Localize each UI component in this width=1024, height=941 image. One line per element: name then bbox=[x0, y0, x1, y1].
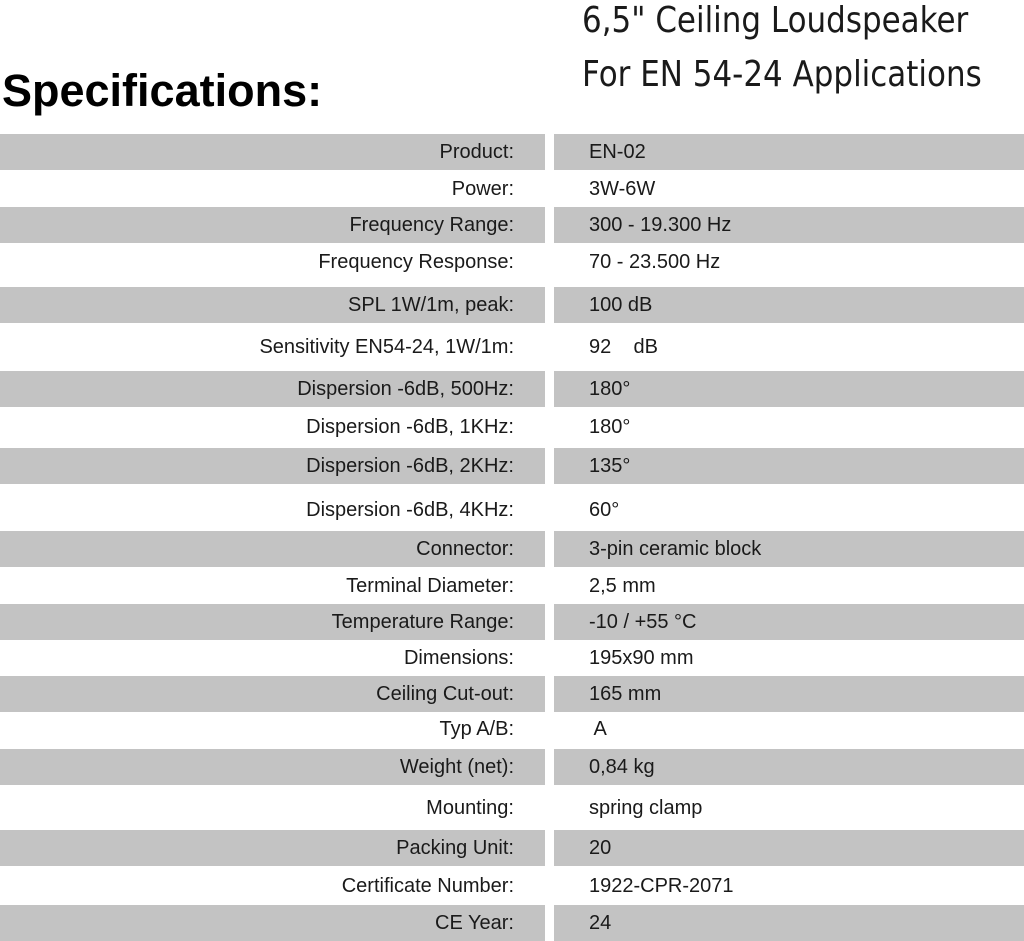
spec-value: 70 - 23.500 Hz bbox=[589, 250, 721, 273]
spec-value: EN-02 bbox=[589, 140, 646, 163]
spec-row bbox=[0, 328, 1024, 366]
spec-row bbox=[0, 569, 1024, 603]
spec-row bbox=[0, 830, 1024, 866]
spec-value: 1922-CPR-2071 bbox=[589, 874, 734, 897]
spec-value: 3W-6W bbox=[589, 177, 656, 200]
spec-row bbox=[0, 905, 1024, 941]
spec-value: 2,5 mm bbox=[589, 574, 656, 597]
product-title-line-1: 6,5" Ceiling Loudspeaker bbox=[582, 0, 969, 41]
spec-row bbox=[0, 448, 1024, 484]
spec-value: 135° bbox=[589, 454, 631, 477]
spec-row bbox=[0, 868, 1024, 904]
spec-row bbox=[0, 789, 1024, 827]
spec-label: Packing Unit: bbox=[396, 836, 514, 859]
spec-row bbox=[0, 491, 1024, 529]
spec-label: Dispersion -6dB, 4KHz: bbox=[306, 498, 514, 521]
spec-row bbox=[0, 409, 1024, 445]
spec-label: Dispersion -6dB, 1KHz: bbox=[306, 415, 514, 438]
spec-row bbox=[0, 244, 1024, 280]
spec-row bbox=[0, 711, 1024, 747]
spec-label: Typ A/B: bbox=[439, 717, 514, 740]
specifications-heading: Specifications: bbox=[2, 65, 323, 116]
spec-value: 180° bbox=[589, 377, 631, 400]
spec-value: 3-pin ceramic block bbox=[589, 537, 762, 560]
product-title-line-2: For EN 54-24 Applications bbox=[582, 54, 982, 95]
spec-row bbox=[0, 287, 1024, 323]
spec-value: 100 dB bbox=[589, 293, 653, 316]
spec-label: Frequency Response: bbox=[318, 250, 514, 273]
spec-row bbox=[0, 172, 1024, 206]
spec-label: Mounting: bbox=[426, 796, 514, 819]
spec-row bbox=[0, 207, 1024, 243]
spec-label: CE Year: bbox=[435, 911, 514, 934]
spec-value: 180° bbox=[589, 415, 631, 438]
spec-label: Dimensions: bbox=[403, 646, 514, 669]
spec-row bbox=[0, 749, 1024, 785]
spec-label: Temperature Range: bbox=[331, 610, 514, 633]
spec-value: 20 bbox=[589, 836, 612, 859]
spec-label: Ceiling Cut-out: bbox=[376, 682, 514, 705]
spec-value: A bbox=[589, 717, 607, 740]
spec-value: 0,84 kg bbox=[589, 755, 655, 778]
spec-row bbox=[0, 134, 1024, 170]
spec-value: 60° bbox=[589, 498, 620, 521]
spec-label: Product: bbox=[439, 140, 514, 163]
spec-label: Sensitivity EN54-24, 1W/1m: bbox=[259, 335, 514, 358]
spec-label: Dispersion -6dB, 500Hz: bbox=[297, 377, 514, 400]
spec-row bbox=[0, 604, 1024, 640]
spec-label: Frequency Range: bbox=[349, 213, 514, 236]
spec-value: 300 - 19.300 Hz bbox=[589, 213, 732, 236]
spec-value: 24 bbox=[589, 911, 612, 934]
spec-value: 195x90 mm bbox=[589, 646, 694, 669]
spec-row bbox=[0, 641, 1024, 675]
spec-value: 92 dB bbox=[589, 335, 658, 358]
spec-value: 165 mm bbox=[589, 682, 662, 705]
spec-label: SPL 1W/1m, peak: bbox=[348, 293, 514, 316]
spec-row bbox=[0, 371, 1024, 407]
spec-label: Dispersion -6dB, 2KHz: bbox=[306, 454, 514, 477]
spec-value: spring clamp bbox=[589, 796, 703, 819]
spec-label: Terminal Diameter: bbox=[346, 574, 514, 597]
spec-value: -10 / +55 °C bbox=[589, 610, 697, 633]
spec-label: Connector: bbox=[416, 537, 514, 560]
spec-label: Certificate Number: bbox=[341, 874, 514, 897]
spec-label: Power: bbox=[451, 177, 514, 200]
spec-row bbox=[0, 531, 1024, 567]
spec-label: Weight (net): bbox=[399, 755, 514, 778]
spec-row bbox=[0, 676, 1024, 712]
